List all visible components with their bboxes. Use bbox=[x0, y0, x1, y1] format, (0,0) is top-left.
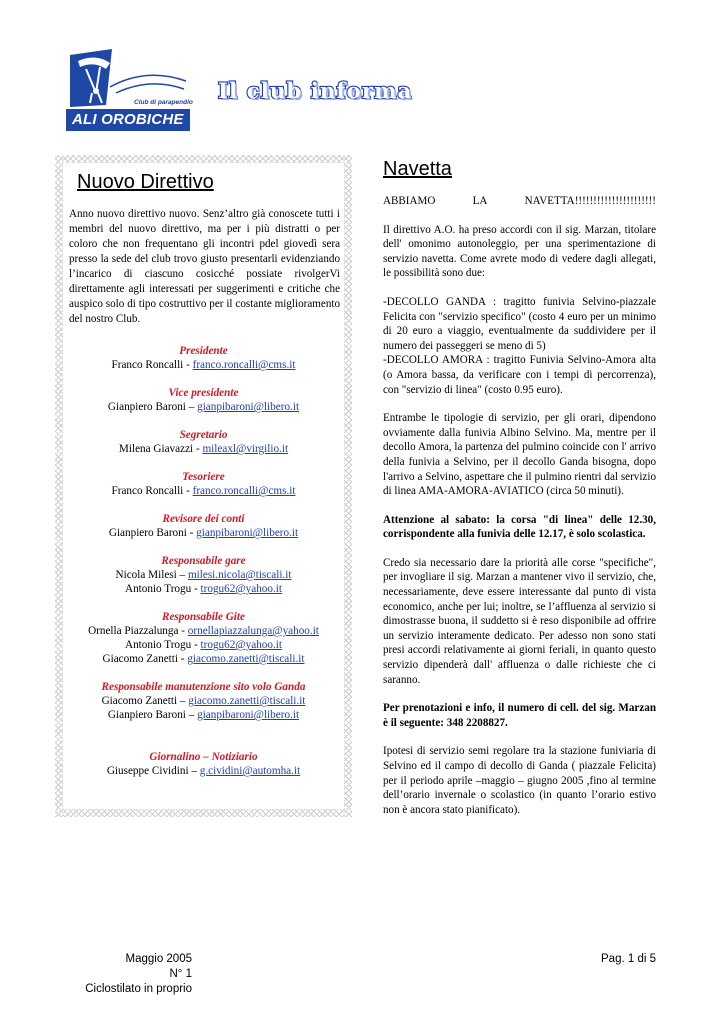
direttivo-heading: Nuovo Direttivo bbox=[77, 171, 214, 193]
email-link[interactable]: gianpibaroni@libero.it bbox=[197, 401, 300, 413]
role-person bbox=[63, 526, 344, 540]
roles-list bbox=[63, 344, 344, 778]
role-person bbox=[63, 400, 344, 414]
person-name: Giuseppe Cividini – bbox=[106, 765, 200, 777]
person-name: Franco Roncalli - bbox=[111, 485, 193, 497]
direttivo-intro: Anno nuovo direttivo nuovo. Senz’altro già conoscete tutti i membri del nuovo direttivo, ma per i più distratti o per coloro che non frequentano gli incontri pdel giovedì sera presso la sede del club trovo giusto presentarli evidenziando l’incarico di ciascuno cosicché possiate rivolgerVi direttamente agli interessati per suggerimenti e critiche che auspico solo di tipo costruttivo per il costante miglioramento del nostro Club. bbox=[69, 208, 340, 325]
role-title: Presidente bbox=[179, 345, 228, 357]
role-presidente bbox=[63, 344, 344, 372]
email-link[interactable]: gianpibaroni@libero.it bbox=[197, 709, 300, 721]
role-person bbox=[63, 442, 344, 456]
role-title: Responsabile Gite bbox=[162, 611, 245, 623]
announce-word: LA bbox=[472, 195, 488, 207]
role-title: Revisore dei conti bbox=[162, 513, 245, 525]
role-manutenzione bbox=[63, 680, 344, 722]
role-giornalino bbox=[63, 750, 344, 778]
role-gare bbox=[63, 554, 344, 596]
role-person bbox=[63, 568, 344, 582]
footer-note: Ciclostilato in proprio bbox=[85, 983, 192, 995]
person-name: Gianpiero Baroni – bbox=[107, 709, 198, 721]
email-link[interactable]: g.cividini@automha.it bbox=[199, 765, 301, 777]
email-link[interactable]: giacomo.zanetti@tiscali.it bbox=[188, 695, 306, 707]
email-link[interactable]: mileaxl@virgilio.it bbox=[202, 443, 289, 455]
person-name: Giacomo Zanetti - bbox=[102, 653, 188, 665]
role-title: Responsabile gare bbox=[161, 555, 246, 567]
navetta-paragraph: Entrambe le tipologie di servizio, per gli orari, dipendono ovviamente dalla funivia Albino Selvino. Ma, mentre per il decollo Amora, la partenza del pulmino coincide con l' arrivo della funivia a Selvino, per il decollo Ganda bisogna, dopo l'arrivo a Selvino, aspettare che il pulmino rientri dal servizio di linea AMA-AMORA-AVIATICO (circa 50 minuti). bbox=[383, 412, 656, 498]
person-name: Franco Roncalli - bbox=[111, 359, 193, 371]
role-person bbox=[63, 582, 344, 596]
email-link[interactable]: ornellapiazzalunga@yahoo.it bbox=[187, 625, 319, 637]
email-link[interactable]: franco.roncalli@cms.it bbox=[192, 359, 296, 371]
email-link[interactable]: franco.roncalli@cms.it bbox=[192, 485, 296, 497]
navetta-paragraph: Credo sia necessario dare la priorità alle corse "specifiche", per invogliare il sig. Marzan a mantener vivo il servizio, che, necessariamente, deve essere interessante dal punto di vista economico, anche per lui; inoltre, se l’affluenza al servizio si dimostrasse buona, il suddetto si è reso disponibile ad offrire un servizio interamente dedicato. Per adesso non sono stati presi accordi relativamente ai giorni feriali, in quanto questo servizio dipenderà dall' affluenza o dalle richieste che ci saranno. bbox=[383, 556, 656, 686]
email-link[interactable]: trogu62@yahoo.it bbox=[200, 583, 282, 595]
navetta-announcement bbox=[383, 194, 656, 209]
role-person bbox=[63, 652, 344, 666]
navetta-contact: Per prenotazioni e info, il numero di cell. del sig. Marzan è il seguente: 348 2208827. bbox=[383, 702, 656, 729]
role-title: Responsabile manutenzione sito volo Ganda bbox=[101, 681, 306, 693]
banner-title: Il club informa bbox=[218, 78, 413, 103]
person-name: Gianpiero Baroni - bbox=[108, 527, 197, 539]
announce-word: NAVETTA!!!!!!!!!!!!!!!!!!!!!! bbox=[524, 195, 656, 207]
role-person bbox=[63, 694, 344, 708]
footer-info bbox=[70, 952, 192, 997]
person-name: Giacomo Zanetti – bbox=[101, 695, 189, 707]
role-gite bbox=[63, 610, 344, 666]
navetta-paragraph: Il direttivo A.O. ha preso accordi con il sig. Marzan, titolare dell' omonimo autonoleggio, per una sperimentazione di servizio navetta. Come avrete modo di vedere dagli allegati, le possibilità sono due: bbox=[383, 223, 656, 280]
person-name: Antonio Trogu - bbox=[124, 583, 201, 595]
role-person bbox=[63, 358, 344, 372]
role-vice-presidente bbox=[63, 386, 344, 414]
direttivo-box bbox=[55, 155, 352, 817]
role-title: Segretario bbox=[179, 429, 228, 441]
navetta-paragraph: -DECOLLO AMORA : tragitto Funivia Selvino-Amora alta (o Amora bassa, da verificare con i tempi di percorrenza), con "servizio di linea" (costo 0.95 euro). bbox=[383, 354, 656, 396]
person-name: Antonio Trogu - bbox=[124, 639, 201, 651]
navetta-heading: Navetta bbox=[383, 158, 452, 180]
role-title: Giornalino – Notiziario bbox=[149, 751, 258, 763]
role-person bbox=[63, 624, 344, 638]
footer-date: Maggio 2005 bbox=[125, 953, 192, 965]
announce-word: ABBIAMO bbox=[383, 195, 436, 207]
email-link[interactable]: giacomo.zanetti@tiscali.it bbox=[187, 653, 305, 665]
logo-club-text: Club di parapendio bbox=[134, 99, 193, 106]
navetta-paragraph: Ipotesi di servizio semi regolare tra la stazione funiviaria di Selvino ed il campo di decollo di Ganda ( piazzale Felicita) per il periodo aprile –maggio – giugno 2005 ,fino al termine dell’orario invernale o scolastico (in quanto l’orario estivo non è ancora stato pianificato). bbox=[383, 745, 656, 816]
role-person bbox=[63, 484, 344, 498]
email-link[interactable]: milesi.nicola@tiscali.it bbox=[187, 569, 292, 581]
role-person bbox=[63, 708, 344, 722]
email-link[interactable]: gianpibaroni@libero.it bbox=[196, 527, 299, 539]
role-title: Tesoriere bbox=[182, 471, 225, 483]
role-tesoriere bbox=[63, 470, 344, 498]
club-logo bbox=[66, 47, 193, 131]
page-number: Pag. 1 di 5 bbox=[601, 953, 656, 965]
navetta-warning: Attenzione al sabato: la corsa "di linea" delle 12.30, corrispondente alla funivia delle 12.17, è solo scolastica. bbox=[383, 513, 656, 541]
email-link[interactable]: trogu62@yahoo.it bbox=[200, 639, 282, 651]
person-name: Milena Giavazzi - bbox=[118, 443, 203, 455]
person-name: Gianpiero Baroni – bbox=[107, 401, 198, 413]
person-name: Ornella Piazzalunga - bbox=[88, 625, 188, 637]
logo-brand: ALI OROBICHE bbox=[66, 109, 190, 131]
role-segretario bbox=[63, 428, 344, 456]
role-person bbox=[63, 638, 344, 652]
navetta-column bbox=[383, 194, 656, 831]
role-person bbox=[63, 764, 344, 778]
role-revisore bbox=[63, 512, 344, 540]
role-title: Vice presidente bbox=[168, 387, 239, 399]
footer-number: N° 1 bbox=[169, 968, 192, 980]
person-name: Nicola Milesi – bbox=[115, 569, 188, 581]
navetta-paragraph: -DECOLLO GANDA : tragitto funivia Selvino-piazzale Felicita con "servizio specifico" (costo 4 euro per un minimo di 20 euro a viaggio, eventualmente da suddividere per il numero dei passeggeri se meno di 5) bbox=[383, 295, 656, 352]
